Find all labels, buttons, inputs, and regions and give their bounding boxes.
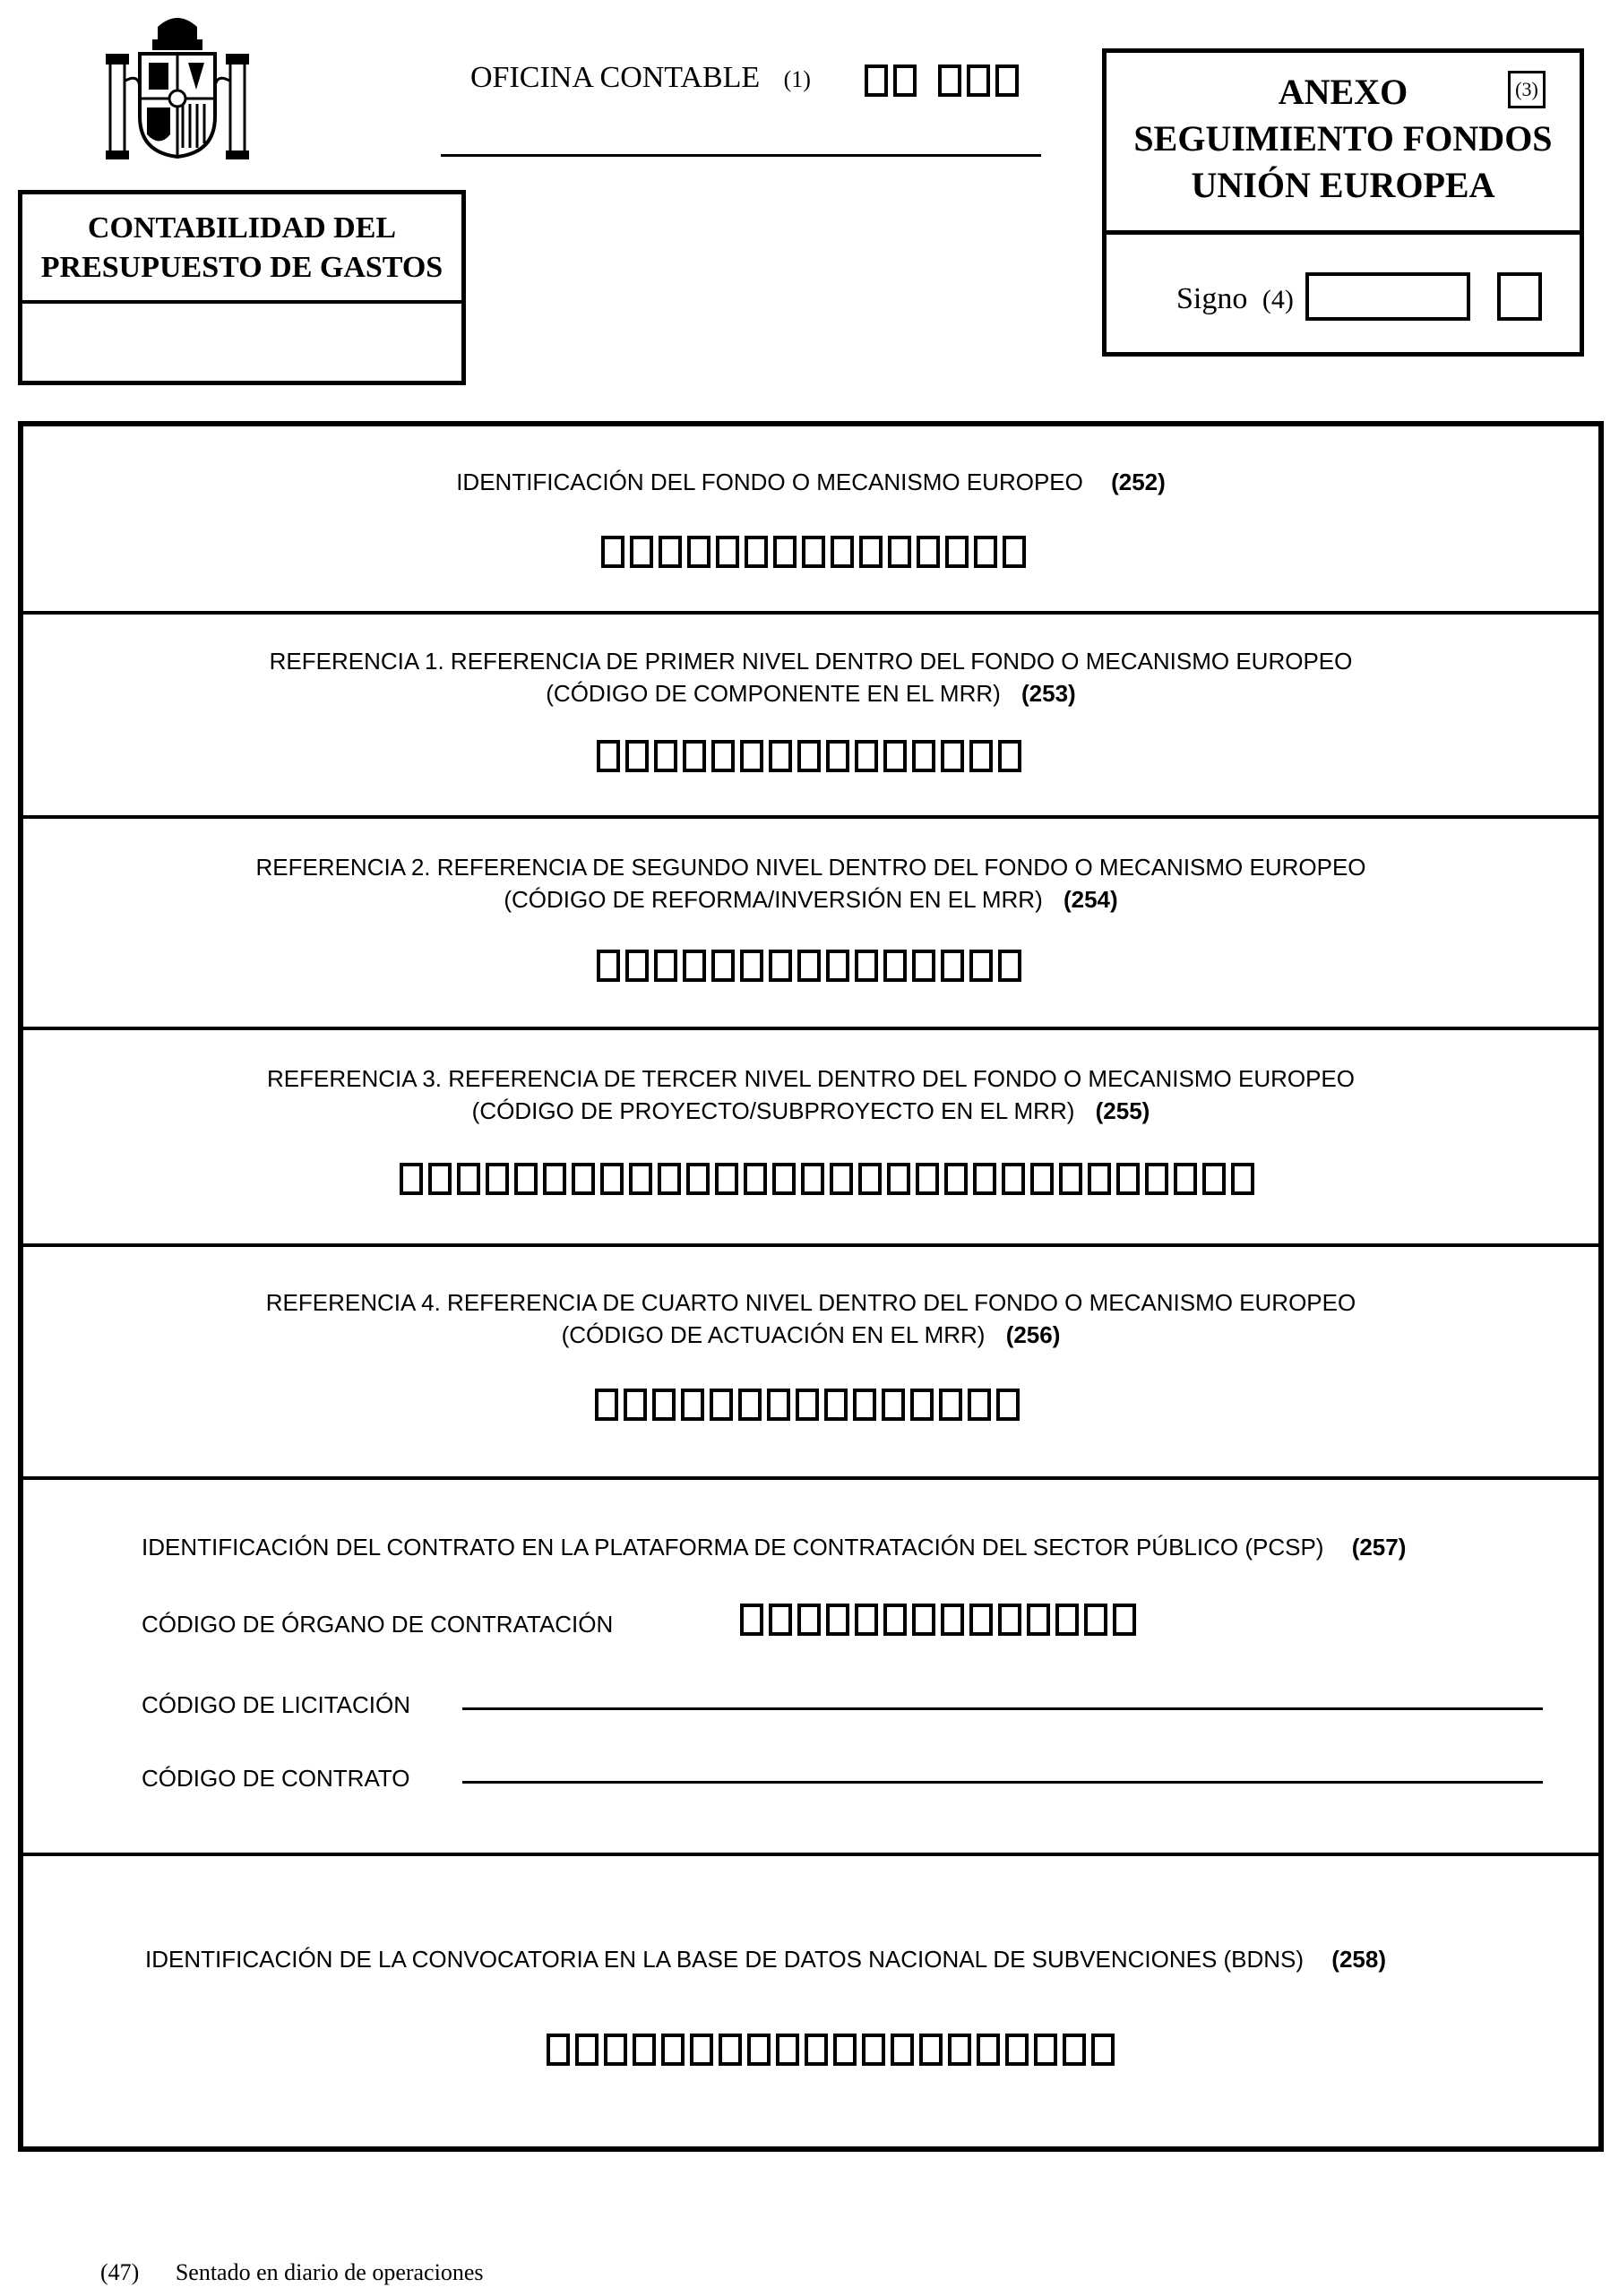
input-cell[interactable] bbox=[1003, 536, 1026, 568]
licitacion-input-line[interactable] bbox=[462, 1707, 1543, 1710]
input-cell[interactable] bbox=[715, 1163, 738, 1195]
oficina-underline bbox=[441, 154, 1041, 157]
main-form bbox=[18, 421, 1604, 2152]
input-cell[interactable] bbox=[805, 2034, 828, 2066]
input-cell[interactable] bbox=[747, 2034, 771, 2066]
signo-text: Signo bbox=[1176, 282, 1248, 315]
input-cell[interactable] bbox=[824, 1389, 848, 1421]
bdns-section bbox=[23, 1853, 1598, 2155]
contabilidad-box bbox=[18, 190, 466, 385]
input-cell[interactable] bbox=[1145, 1163, 1168, 1195]
coat-of-arms-logo bbox=[106, 9, 249, 161]
input-cell[interactable] bbox=[826, 1604, 849, 1636]
input-cell[interactable] bbox=[1059, 1163, 1082, 1195]
ref1-section bbox=[23, 611, 1598, 819]
input-cell[interactable] bbox=[883, 950, 907, 982]
input-cell[interactable] bbox=[893, 64, 917, 97]
input-cell[interactable] bbox=[744, 1163, 767, 1195]
ref4-line2: (CÓDIGO DE ACTUACIÓN EN EL MRR) bbox=[561, 1321, 986, 1348]
input-cell[interactable] bbox=[887, 1163, 910, 1195]
input-cell[interactable] bbox=[767, 1389, 790, 1421]
input-cell[interactable] bbox=[428, 1163, 452, 1195]
fondo-code-input[interactable] bbox=[601, 536, 1026, 568]
input-cell[interactable] bbox=[716, 536, 739, 568]
input-cell[interactable] bbox=[797, 950, 821, 982]
input-cell[interactable] bbox=[1116, 1163, 1140, 1195]
contabilidad-line2: PRESUPUESTO DE GASTOS bbox=[40, 251, 444, 284]
input-cell[interactable] bbox=[658, 1163, 681, 1195]
input-cell[interactable] bbox=[681, 1389, 704, 1421]
input-cell[interactable] bbox=[826, 740, 849, 772]
input-cell[interactable] bbox=[797, 1604, 821, 1636]
fondo-code: (252) bbox=[1111, 469, 1166, 495]
input-cell[interactable] bbox=[687, 536, 710, 568]
ref3-line1: REFERENCIA 3. REFERENCIA DE TERCER NIVEL DENTRO DEL FONDO O MECANISMO EUROPEO bbox=[266, 1065, 1355, 1092]
input-cell[interactable] bbox=[457, 1163, 480, 1195]
input-cell[interactable] bbox=[862, 2034, 885, 2066]
input-cell[interactable] bbox=[1030, 1163, 1054, 1195]
input-cell[interactable] bbox=[1055, 1604, 1079, 1636]
ref2-line1: REFERENCIA 2. REFERENCIA DE SEGUNDO NIVEL DENTRO DEL FONDO O MECANISMO EUROPEO bbox=[255, 854, 1366, 881]
input-cell[interactable] bbox=[595, 1389, 618, 1421]
input-cell[interactable] bbox=[661, 2034, 685, 2066]
input-cell[interactable] bbox=[801, 1163, 824, 1195]
input-cell[interactable] bbox=[830, 1163, 853, 1195]
input-cell[interactable] bbox=[945, 536, 969, 568]
input-cell[interactable] bbox=[547, 2034, 570, 2066]
ref3-code: (255) bbox=[1095, 1097, 1150, 1124]
anexo-number: (3) bbox=[1515, 78, 1538, 100]
bdns-code: (258) bbox=[1331, 1946, 1386, 1973]
input-cell[interactable] bbox=[941, 740, 964, 772]
input-cell[interactable] bbox=[948, 2034, 971, 2066]
anexo-union: UNIÓN EUROPEA bbox=[1191, 165, 1495, 205]
input-cell[interactable] bbox=[995, 64, 1019, 97]
input-cell[interactable] bbox=[912, 950, 935, 982]
footer bbox=[100, 2259, 483, 2286]
input-cell[interactable] bbox=[969, 740, 993, 772]
footer-text: Sentado en diario de operaciones bbox=[175, 2259, 484, 2285]
input-cell[interactable] bbox=[944, 1163, 968, 1195]
signo-number: (4) bbox=[1262, 285, 1294, 314]
input-cell[interactable] bbox=[1027, 1604, 1050, 1636]
input-cell[interactable] bbox=[654, 740, 677, 772]
ref1-code-input[interactable] bbox=[597, 740, 1021, 772]
input-cell[interactable] bbox=[575, 2034, 599, 2066]
input-cell[interactable] bbox=[604, 2034, 627, 2066]
input-cell[interactable] bbox=[973, 1163, 996, 1195]
input-cell[interactable] bbox=[738, 1389, 762, 1421]
input-cell[interactable] bbox=[572, 1163, 595, 1195]
input-cell[interactable] bbox=[597, 740, 620, 772]
input-cell[interactable] bbox=[882, 1389, 905, 1421]
input-cell[interactable] bbox=[514, 1163, 538, 1195]
input-cell[interactable] bbox=[776, 2034, 799, 2066]
input-cell[interactable] bbox=[1034, 2034, 1057, 2066]
input-cell[interactable] bbox=[772, 1163, 796, 1195]
input-cell[interactable] bbox=[919, 2034, 943, 2066]
input-cell[interactable] bbox=[600, 1163, 624, 1195]
input-cell[interactable] bbox=[833, 2034, 857, 2066]
fondo-title: IDENTIFICACIÓN DEL FONDO O MECANISMO EUROPEO bbox=[456, 469, 1083, 495]
contabilidad-line1: CONTABILIDAD DEL bbox=[87, 211, 397, 245]
input-cell[interactable] bbox=[745, 536, 768, 568]
ref2-line2: (CÓDIGO DE REFORMA/INVERSIÓN EN EL MRR) bbox=[504, 886, 1043, 913]
ref1-code: (253) bbox=[1021, 680, 1076, 707]
ref2-section bbox=[23, 815, 1598, 1030]
input-cell[interactable] bbox=[888, 536, 911, 568]
input-cell[interactable] bbox=[865, 64, 888, 97]
input-cell[interactable] bbox=[1005, 2034, 1029, 2066]
oficina-contable-label bbox=[470, 61, 811, 95]
input-cell[interactable] bbox=[826, 950, 849, 982]
input-cell[interactable] bbox=[486, 1163, 509, 1195]
anexo-box bbox=[1102, 48, 1584, 357]
input-cell[interactable] bbox=[400, 1163, 423, 1195]
input-cell[interactable] bbox=[1231, 1163, 1254, 1195]
signo-label bbox=[1176, 282, 1294, 316]
ref4-line1: REFERENCIA 4. REFERENCIA DE CUARTO NIVEL DENTRO DEL FONDO O MECANISMO EUROPEO bbox=[265, 1289, 1356, 1316]
input-cell[interactable] bbox=[740, 1604, 763, 1636]
input-cell[interactable] bbox=[1091, 2034, 1115, 2066]
bdns-code-input[interactable] bbox=[547, 2034, 1115, 2066]
input-cell[interactable] bbox=[1084, 1604, 1107, 1636]
input-cell[interactable] bbox=[855, 1604, 878, 1636]
input-cell[interactable] bbox=[629, 1163, 652, 1195]
contabilidad-divider bbox=[22, 300, 461, 304]
input-cell[interactable] bbox=[938, 64, 961, 97]
oficina-contable-number: (1) bbox=[783, 66, 811, 92]
licitacion-label: CÓDIGO DE LICITACIÓN bbox=[142, 1691, 410, 1718]
input-cell[interactable] bbox=[1063, 2034, 1086, 2066]
input-cell[interactable] bbox=[939, 1389, 962, 1421]
input-cell[interactable] bbox=[797, 740, 821, 772]
input-cell[interactable] bbox=[686, 1163, 710, 1195]
anexo-divider bbox=[1107, 230, 1580, 235]
contrato-input-line[interactable] bbox=[462, 1781, 1543, 1784]
input-cell[interactable] bbox=[683, 950, 706, 982]
input-cell[interactable] bbox=[773, 536, 797, 568]
input-cell[interactable] bbox=[1174, 1163, 1197, 1195]
input-cell[interactable] bbox=[543, 1163, 566, 1195]
input-cell[interactable] bbox=[659, 536, 682, 568]
oficina-contable-text: OFICINA CONTABLE bbox=[470, 61, 761, 94]
ref1-line1: REFERENCIA 1. REFERENCIA DE PRIMER NIVEL DENTRO DEL FONDO O MECANISMO EUROPEO bbox=[269, 648, 1353, 675]
ref4-code-input[interactable] bbox=[595, 1389, 1020, 1421]
anexo-seguimiento: SEGUIMIENTO FONDOS bbox=[1133, 118, 1553, 159]
input-cell[interactable] bbox=[625, 950, 649, 982]
input-cell[interactable] bbox=[977, 2034, 1000, 2066]
input-cell[interactable] bbox=[967, 64, 990, 97]
input-cell[interactable] bbox=[625, 740, 649, 772]
input-cell[interactable] bbox=[912, 1604, 935, 1636]
input-cell[interactable] bbox=[710, 1389, 733, 1421]
input-cell[interactable] bbox=[974, 536, 997, 568]
input-cell[interactable] bbox=[796, 1389, 819, 1421]
input-cell[interactable] bbox=[998, 1604, 1021, 1636]
input-cell[interactable] bbox=[802, 536, 825, 568]
footer-number: (47) bbox=[100, 2259, 140, 2285]
input-cell[interactable] bbox=[1088, 1163, 1111, 1195]
ref2-code-input[interactable] bbox=[597, 950, 1021, 982]
input-cell[interactable] bbox=[968, 1389, 991, 1421]
contrato-title: IDENTIFICACIÓN DEL CONTRATO EN LA PLATAFORMA DE CONTRATACIÓN DEL SECTOR PÚBLICO (PCSP) bbox=[142, 1534, 1324, 1561]
anexo-title: ANEXO bbox=[1278, 72, 1408, 112]
input-cell[interactable] bbox=[1113, 1604, 1136, 1636]
input-cell[interactable] bbox=[597, 950, 620, 982]
fondo-section bbox=[23, 426, 1598, 613]
input-cell[interactable] bbox=[690, 2034, 713, 2066]
input-cell[interactable] bbox=[1202, 1163, 1226, 1195]
signo-checkbox[interactable] bbox=[1497, 272, 1542, 321]
ref4-section bbox=[23, 1243, 1598, 1480]
organo-label: CÓDIGO DE ÓRGANO DE CONTRATACIÓN bbox=[142, 1611, 614, 1638]
input-cell[interactable] bbox=[683, 740, 706, 772]
input-cell[interactable] bbox=[969, 1604, 993, 1636]
anexo-number-box bbox=[1508, 71, 1546, 108]
ref4-code: (256) bbox=[1005, 1321, 1061, 1348]
input-cell[interactable] bbox=[998, 950, 1021, 982]
ref3-line2: (CÓDIGO DE PROYECTO/SUBPROYECTO EN EL MRR) bbox=[471, 1097, 1075, 1124]
input-cell[interactable] bbox=[998, 740, 1021, 772]
ref3-section bbox=[23, 1027, 1598, 1247]
input-cell[interactable] bbox=[633, 2034, 656, 2066]
input-cell[interactable] bbox=[916, 1163, 939, 1195]
input-cell[interactable] bbox=[711, 740, 735, 772]
input-cell[interactable] bbox=[740, 740, 763, 772]
input-cell[interactable] bbox=[941, 950, 964, 982]
input-cell[interactable] bbox=[831, 536, 854, 568]
input-cell[interactable] bbox=[652, 1389, 676, 1421]
input-cell[interactable] bbox=[769, 740, 792, 772]
signo-input[interactable] bbox=[1305, 272, 1470, 321]
input-cell[interactable] bbox=[630, 536, 653, 568]
ref2-code: (254) bbox=[1063, 886, 1118, 913]
input-cell[interactable] bbox=[711, 950, 735, 982]
ref1-line2: (CÓDIGO DE COMPONENTE EN EL MRR) bbox=[546, 680, 1001, 707]
bdns-title: IDENTIFICACIÓN DE LA CONVOCATORIA EN LA BASE DE DATOS NACIONAL DE SUBVENCIONES (BDNS) bbox=[145, 1946, 1305, 1973]
input-cell[interactable] bbox=[912, 740, 935, 772]
input-cell[interactable] bbox=[917, 536, 940, 568]
input-cell[interactable] bbox=[1002, 1163, 1025, 1195]
ref3-code-input[interactable] bbox=[400, 1163, 1254, 1195]
input-cell[interactable] bbox=[858, 1163, 882, 1195]
input-cell[interactable] bbox=[769, 950, 792, 982]
input-cell[interactable] bbox=[740, 950, 763, 982]
input-cell[interactable] bbox=[654, 950, 677, 982]
input-cell[interactable] bbox=[996, 1389, 1020, 1421]
oficina-contable-boxes[interactable] bbox=[865, 64, 1019, 97]
contrato-code: (257) bbox=[1351, 1534, 1407, 1561]
input-cell[interactable] bbox=[891, 2034, 914, 2066]
input-cell[interactable] bbox=[624, 1389, 647, 1421]
input-cell[interactable] bbox=[859, 536, 883, 568]
contrato-section bbox=[23, 1476, 1598, 1856]
organo-code-input[interactable] bbox=[740, 1604, 1136, 1636]
input-cell[interactable] bbox=[883, 1604, 907, 1636]
input-cell[interactable] bbox=[769, 1604, 792, 1636]
input-cell[interactable] bbox=[719, 2034, 742, 2066]
input-cell[interactable] bbox=[941, 1604, 964, 1636]
input-cell[interactable] bbox=[855, 950, 878, 982]
input-cell[interactable] bbox=[910, 1389, 934, 1421]
input-cell[interactable] bbox=[883, 740, 907, 772]
input-cell[interactable] bbox=[969, 950, 993, 982]
input-cell[interactable] bbox=[855, 740, 878, 772]
contrato-label: CÓDIGO DE CONTRATO bbox=[142, 1765, 410, 1792]
input-cell[interactable] bbox=[601, 536, 624, 568]
input-cell[interactable] bbox=[853, 1389, 876, 1421]
